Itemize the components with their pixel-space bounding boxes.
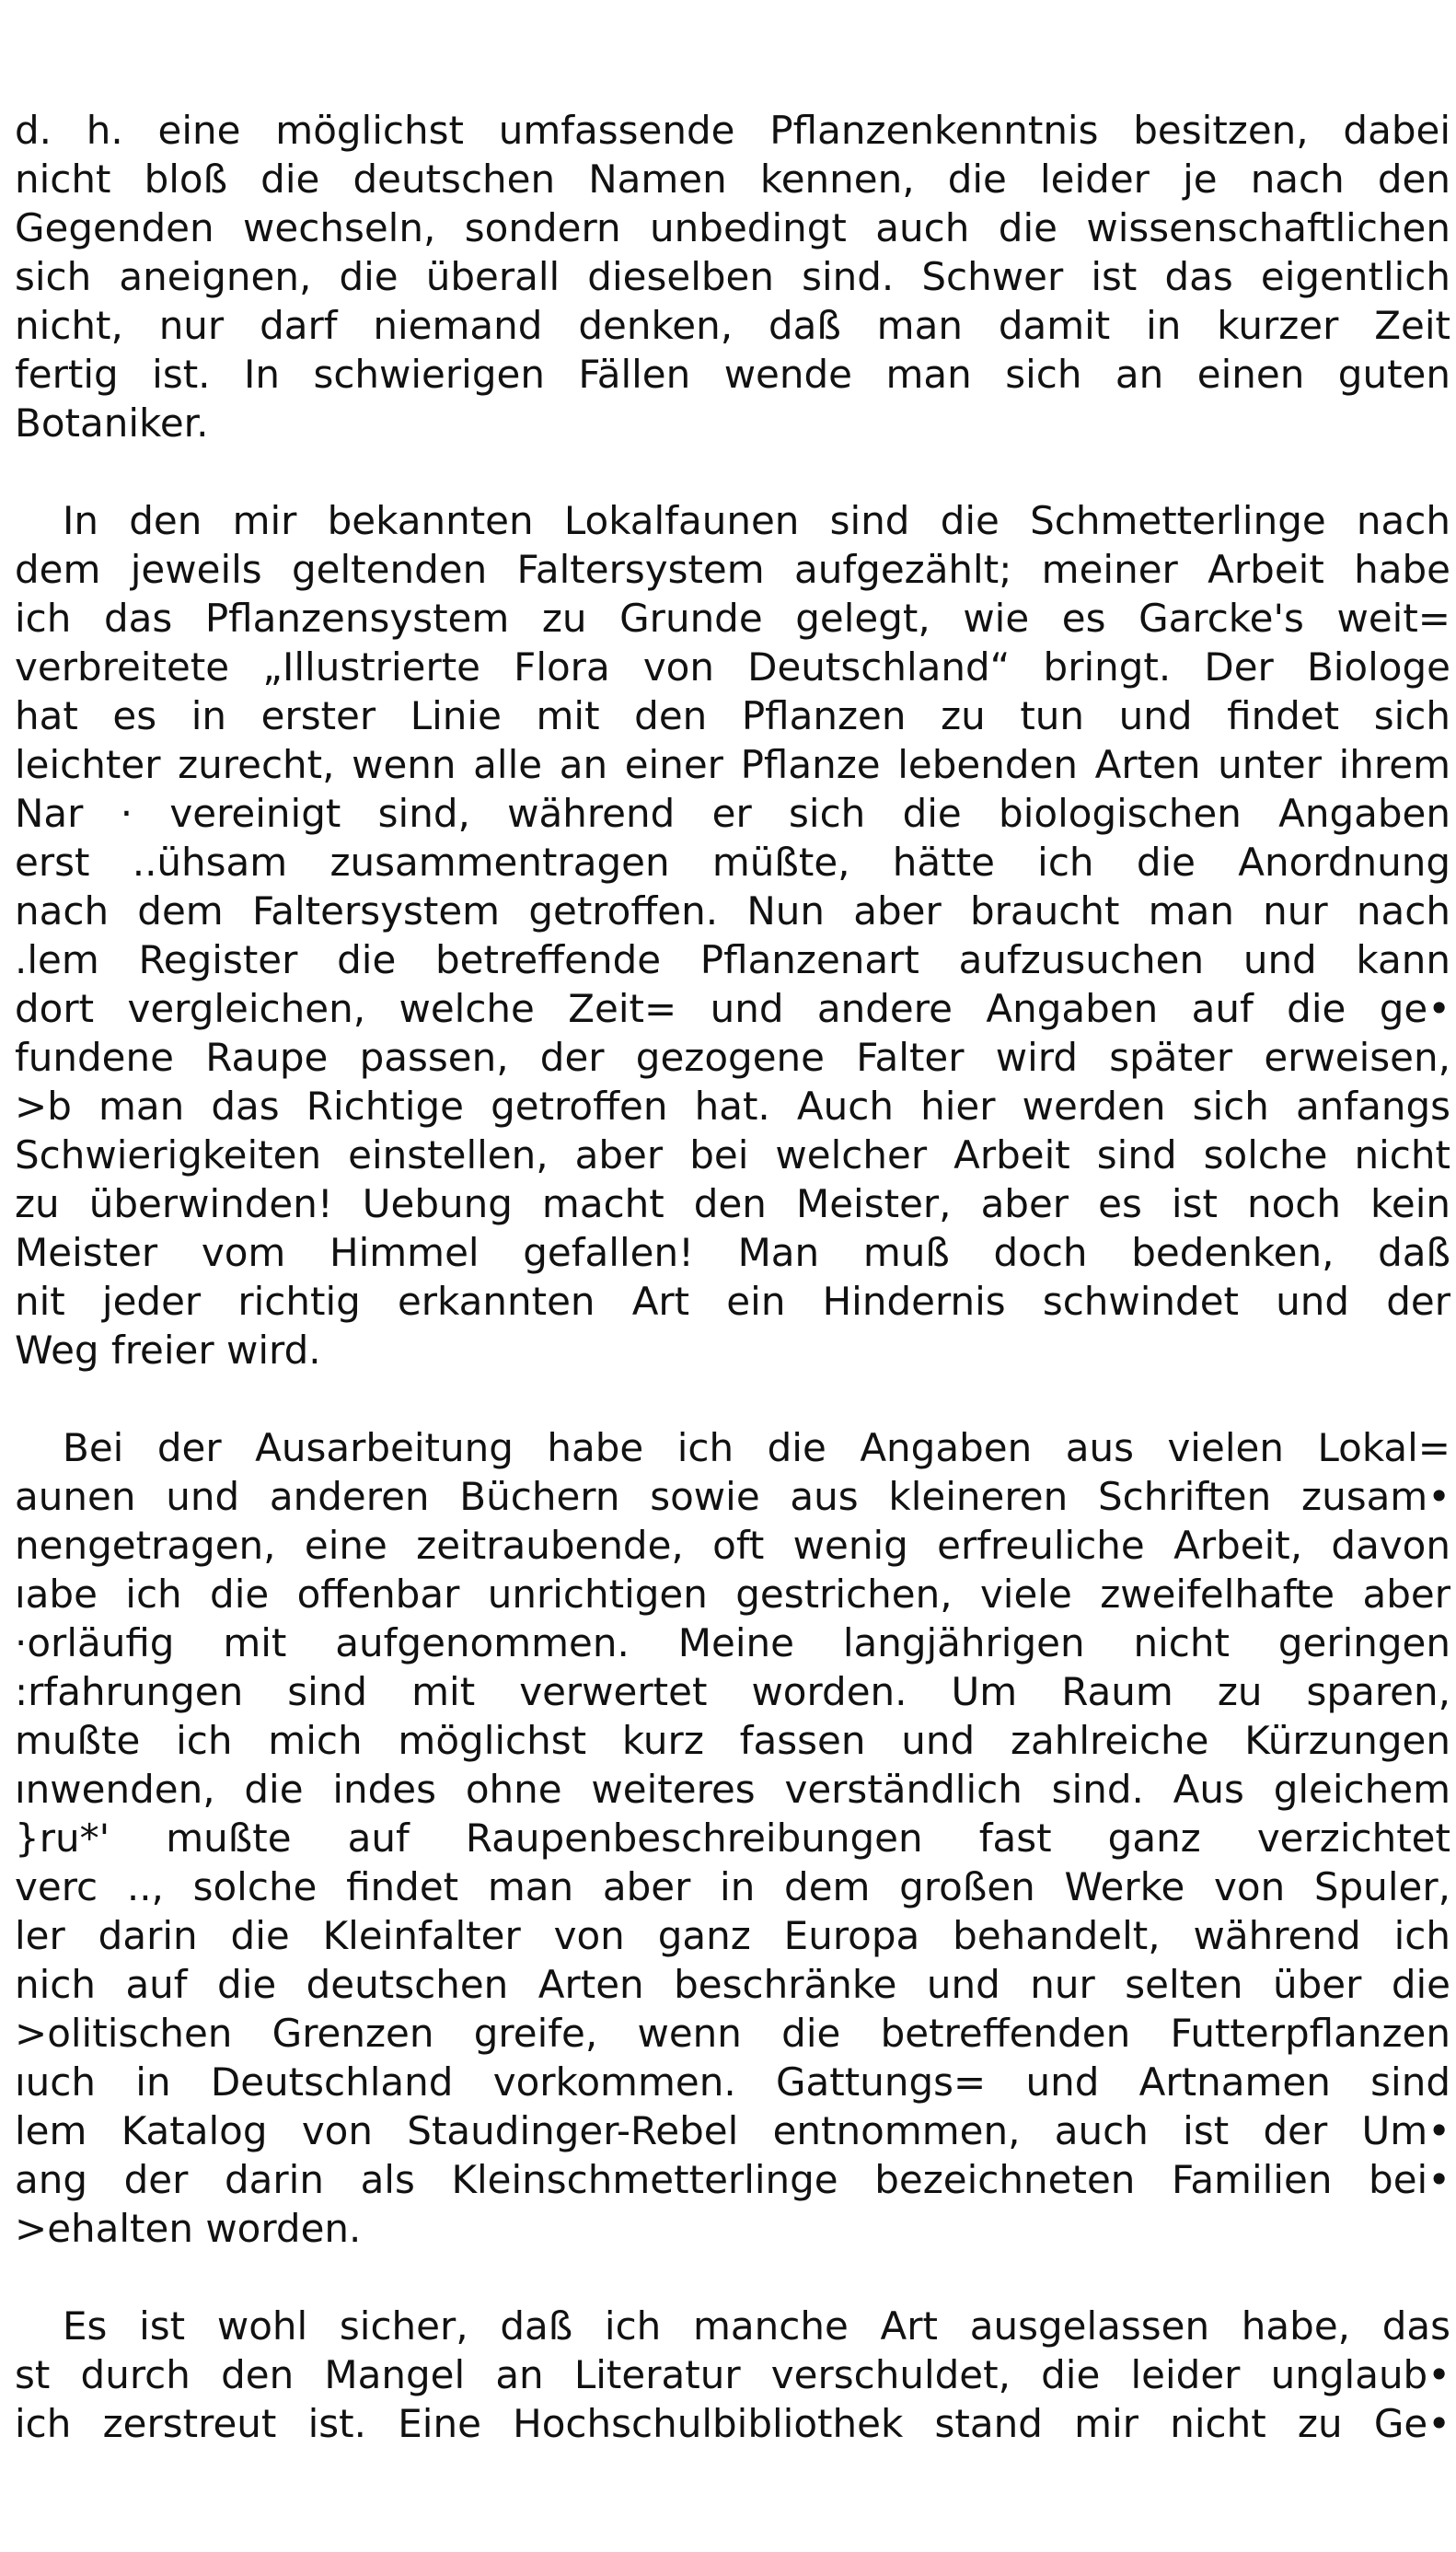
- text-line: zu überwinden! Uebung macht den Meister, aber es ist noch kein: [15, 1181, 1450, 1226]
- text-line: verbreitete „Illustrierte Flora von Deutschland“ bringt. Der Biologe: [15, 644, 1450, 690]
- text-line: Weg freier wird.: [15, 1328, 321, 1373]
- paragraph-arrangement: [15, 496, 1450, 1375]
- text-line: Meister vom Himmel gefallen! Man muß doch bedenken, daß: [15, 1230, 1450, 1275]
- text-line: fundene Raupe passen, der gezogene Falter wird später erweisen,: [15, 1035, 1450, 1080]
- text-line: sich aneignen, die überall dieselben sind. Schwer ist das eigentlich: [15, 254, 1450, 299]
- text-line: verc .., solche findet man aber in dem großen Werke von Spuler,: [15, 1864, 1450, 1909]
- document-page: [15, 106, 1450, 2497]
- text-line: lem Katalog von Staudinger-Rebel entnommen, auch ist der Um•: [15, 2108, 1450, 2153]
- text-line: .lem Register die betreffende Pflanzenart aufzusuchen und kann: [15, 937, 1450, 982]
- text-line: mußte ich mich möglichst kurz fassen und zahlreiche Kürzungen: [15, 1718, 1450, 1763]
- text-line: leichter zurecht, wenn alle an einer Pflanze lebenden Arten unter ihrem: [15, 742, 1450, 787]
- text-line: d. h. eine möglichst umfassende Pflanzenkenntnis besitzen, dabei: [15, 108, 1450, 153]
- text-line: fertig ist. In schwierigen Fällen wende man sich an einen guten: [15, 352, 1450, 397]
- text-line: }ru*' mußte auf Raupenbeschreibungen fast ganz verzichtet: [15, 1815, 1450, 1861]
- text-line: ang der darin als Kleinschmetterlinge bezeichneten Familien bei•: [15, 2157, 1450, 2202]
- text-line: ıabe ich die offenbar unrichtigen gestrichen, viele zweifelhafte aber: [15, 1572, 1450, 1617]
- text-line: Nar · vereinigt sind, während er sich die biologischen Angaben: [15, 791, 1450, 836]
- paragraph-omissions: [15, 2302, 1450, 2448]
- text-line: ·orläufig mit aufgenommen. Meine langjährigen nicht geringen: [15, 1620, 1450, 1665]
- text-line: ler darin die Kleinfalter von ganz Europa behandelt, während ich: [15, 1913, 1450, 1958]
- text-line: nich auf die deutschen Arten beschränke und nur selten über die: [15, 1962, 1450, 2007]
- text-line: nicht bloß die deutschen Namen kennen, die leider je nach den: [15, 157, 1450, 202]
- text-line: nengetragen, eine zeitraubende, oft wenig erfreuliche Arbeit, davon: [15, 1523, 1450, 1568]
- text-line: Gegenden wechseln, sondern unbedingt auch die wissenschaftlichen: [15, 205, 1450, 250]
- text-line: hat es in erster Linie mit den Pflanzen zu tun und findet sich: [15, 693, 1450, 738]
- text-line: ich das Pflanzensystem zu Grunde gelegt, wie es Garcke's weit=: [15, 596, 1450, 641]
- paragraph-plant-knowledge: [15, 106, 1450, 447]
- text-line: Botaniker.: [15, 400, 209, 446]
- text-line: Schwierigkeiten einstellen, aber bei welcher Arbeit sind solche nicht: [15, 1132, 1450, 1177]
- text-line: Es ist wohl sicher, daß ich manche Art ausgelassen habe, das: [63, 2303, 1450, 2349]
- text-line: ıuch in Deutschland vorkommen. Gattungs= und Artnamen sind: [15, 2059, 1450, 2105]
- text-line: nach dem Faltersystem getroffen. Nun aber braucht man nur nach: [15, 888, 1450, 934]
- text-line: erst ..ühsam zusammentragen müßte, hätte ich die Anordnung: [15, 840, 1450, 885]
- text-line: dort vergleichen, welche Zeit= und andere Angaben auf die ge•: [15, 986, 1450, 1031]
- text-line: aunen und anderen Büchern sowie aus kleineren Schriften zusam•: [15, 1474, 1450, 1519]
- paragraph-sources: [15, 1423, 1450, 2253]
- text-line: >olitischen Grenzen greife, wenn die betreffenden Futterpflanzen: [15, 2011, 1450, 2056]
- text-line: >b man das Richtige getroffen hat. Auch hier werden sich anfangs: [15, 1084, 1450, 1129]
- text-line: st durch den Mangel an Literatur verschuldet, die leider unglaub•: [15, 2352, 1450, 2397]
- text-line: nicht, nur darf niemand denken, daß man damit in kurzer Zeit: [15, 303, 1450, 348]
- text-line: In den mir bekannten Lokalfaunen sind die Schmetterlinge nach: [63, 498, 1450, 543]
- text-line: nit jeder richtig erkannten Art ein Hindernis schwindet und der: [15, 1279, 1450, 1324]
- text-line: :rfahrungen sind mit verwertet worden. Um Raum zu sparen,: [15, 1669, 1450, 1714]
- text-line: >ehalten worden.: [15, 2206, 362, 2251]
- text-line: Bei der Ausarbeitung habe ich die Angaben aus vielen Lokal=: [63, 1425, 1450, 1470]
- text-line: ınwenden, die indes ohne weiteres verständlich sind. Aus gleichem: [15, 1767, 1450, 1812]
- text-line: dem jeweils geltenden Faltersystem aufgezählt; meiner Arbeit habe: [15, 547, 1450, 592]
- text-line: ich zerstreut ist. Eine Hochschulbibliothek stand mir nicht zu Ge•: [15, 2401, 1450, 2446]
